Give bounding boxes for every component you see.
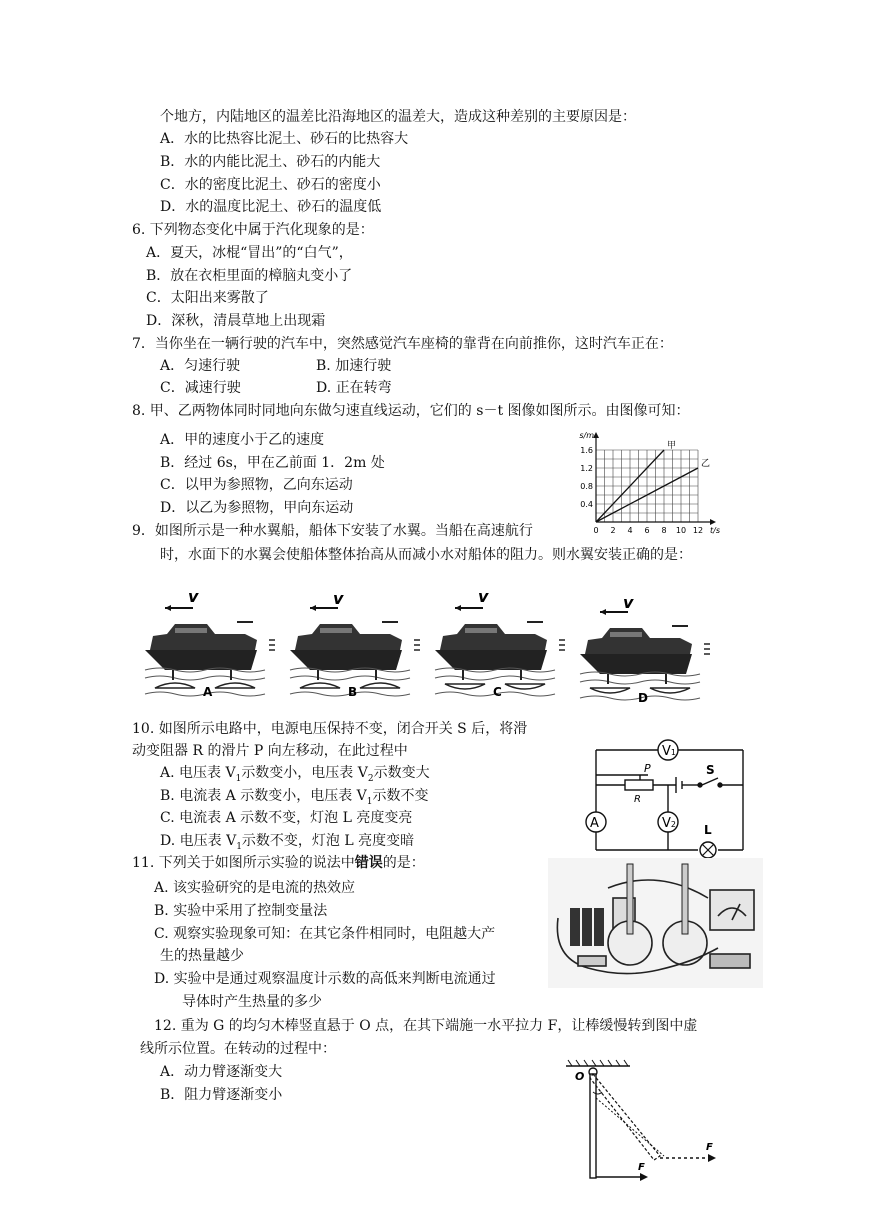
y-tick-label: 0.4 [580,500,593,509]
y-tick-label: 1.2 [580,464,593,473]
q11-option-b: B. 实验中采用了控制变量法 [154,903,328,919]
q8-option-d: D．以乙为参照物，甲向东运动 [160,500,354,516]
boat-a [145,605,275,696]
q10-option-d: D. 电压表 $V_1$示数不变，灯泡 L 亮度变暗 [160,833,415,852]
x-tick-label: 0 [593,526,599,534]
q11-option-a: A. 该实验研究的是电流的热效应 [154,880,356,896]
boat-label-c: C [493,685,502,699]
x-tick-label: 12 [692,526,704,534]
x-axis-label: t/s [710,526,720,534]
x-tick-label: 8 [661,526,667,534]
x-axis-arrow-icon [710,519,716,525]
voltmeter-v1-label: V1 [662,744,676,759]
q6-option-d: D．深秋，清晨草地上出现霜 [146,313,326,329]
q8-stem: 8. 甲、乙两物体同时同地向东做匀速直线运动，它们的 s－t 图像如图所示。由图像可知： [132,403,690,419]
circuit-diagram [578,730,753,860]
q9-stem-line2: 时，水面下的水翼会使船体整体抬高从而减小水对船体的阻力。则水翼安装正确的是： [160,547,692,563]
st-graph-axes [593,432,716,525]
y-axis-label: s/m [579,431,594,440]
st-graph [572,424,722,534]
q10-stem-line1: 10. 如图所示电路中，电源电压保持不变，闭合开关 S 后，将滑 [132,721,528,737]
q5-option-d: D．水的温度比泥土、砂石的温度低 [160,199,382,215]
q11-option-d-line1: D. 实验中是通过观察温度计示数的高低来判断电流通过 [154,971,496,987]
lamp-label-l: L [704,823,712,837]
boat-label-d: D [638,691,648,705]
y-tick-label: 0.8 [580,482,593,491]
boat-label-a: A [203,685,213,699]
q7-option-b: B. 加速行驶 [316,358,392,374]
q6-option-a: A．夏天，冰棍“冒出”的“白气”， [146,245,353,261]
q5-option-b: B．水的内能比泥土、砂石的内能大 [160,154,381,170]
series-label-2: 乙 [701,459,711,469]
boat-d [580,609,710,700]
q12-stem-line2: 线所示位置。在转动的过程中： [140,1041,336,1057]
pivot-label-o: O [575,1070,585,1083]
q7-option-d: D. 正在转弯 [316,380,392,396]
y-tick-label: 1.6 [580,446,593,455]
velocity-label-c: v [478,590,489,606]
force-label-f1: F [706,1142,713,1153]
rod-vertical [590,1074,596,1178]
q7-stem: 7．当你坐在一辆行驶的汽车中，突然感觉汽车座椅的靠背在向前推你，这时汽车正在： [132,336,673,352]
q6-option-b: B．放在衣柜里面的樟脑丸变小了 [146,268,353,284]
q12-stem-line1: 12. 重为 G 的均匀木棒竖直悬于 O 点，在其下端施一水平拉力 F，让棒缓慢转到图中虚 [154,1018,698,1034]
q9-stem-line1: 9．如图所示是一种水翼船，船体下安装了水翼。当船在高速航行 [132,523,533,539]
q10-option-c: C. 电流表 A 示数不变，灯泡 L 亮度变亮 [160,810,413,826]
voltmeter-v2-label: V2 [662,816,676,831]
q5-stem-cont: 个地方，内陆地区的温差比沿海地区的温差大，造成这种差别的主要原因是： [160,109,636,125]
q5-option-a: A．水的比热容比泥土、砂石的比热容大 [160,131,409,147]
force-label-f2: F [638,1162,645,1173]
velocity-label-d: v [623,593,634,612]
q6-stem: 6. 下列物态变化中属于汽化现象的是： [132,222,374,238]
slider-label-p: P [644,762,651,775]
q7-option-c: C．减速行驶 [160,380,241,396]
st-graph-ticks [579,431,720,534]
q11-stem: 11. 下列关于如图所示实验的说法中错误的是： [132,855,425,871]
q8-option-c: C．以甲为参照物，乙向东运动 [160,477,353,493]
lever-figure [560,1058,720,1183]
velocity-label-a: v [188,590,199,606]
x-tick-label: 10 [675,526,687,534]
q6-option-c: C．太阳出来雾散了 [146,290,269,306]
x-tick-label: 2 [610,526,616,534]
rod-rotated [590,1074,660,1160]
ammeter-label: A [590,816,599,831]
q8-option-b: B．经过 6s，甲在乙前面 1．2m 处 [160,455,385,471]
series-label-1: 甲 [667,441,677,451]
resistor-label-r: R [634,794,641,805]
q11-option-c-line2: 生的热量越少 [160,948,244,964]
q5-option-c: C．水的密度比泥土、砂石的密度小 [160,177,381,193]
q12-option-b: B．阻力臂逐渐变小 [160,1087,283,1103]
st-graph-grid [596,450,698,522]
boat-c [435,605,565,696]
velocity-label-b: v [333,590,344,608]
q10-stem-line2: 动变阻器 R 的滑片 P 向左移动，在此过程中 [132,743,408,759]
switch-label-s: S [706,763,715,777]
q10-option-b: B. 电流表 A 示数变小，电压表 $V_1$示数不变 [160,788,429,807]
q11-option-d-line2: 导体时产生热量的多少 [182,994,322,1010]
q10-option-a: A. 电压表 $V_1$示数变小，电压表 $V_2$示数变大 [160,765,430,784]
q7-option-a: A．匀速行驶 [160,358,241,374]
boat-label-b: B [348,685,358,699]
q8-option-a: A．甲的速度小于乙的速度 [160,432,325,448]
q11-option-c-line1: C. 观察实验现象可知：在其它条件相同时，电阻越大产 [154,926,496,942]
joule-heating-apparatus [548,858,763,988]
q12-option-a: A．动力臂逐渐变大 [160,1064,283,1080]
x-tick-label: 6 [644,526,650,534]
boat-b [290,605,420,696]
x-tick-label: 4 [627,526,633,534]
hydrofoil-figure [140,590,730,705]
